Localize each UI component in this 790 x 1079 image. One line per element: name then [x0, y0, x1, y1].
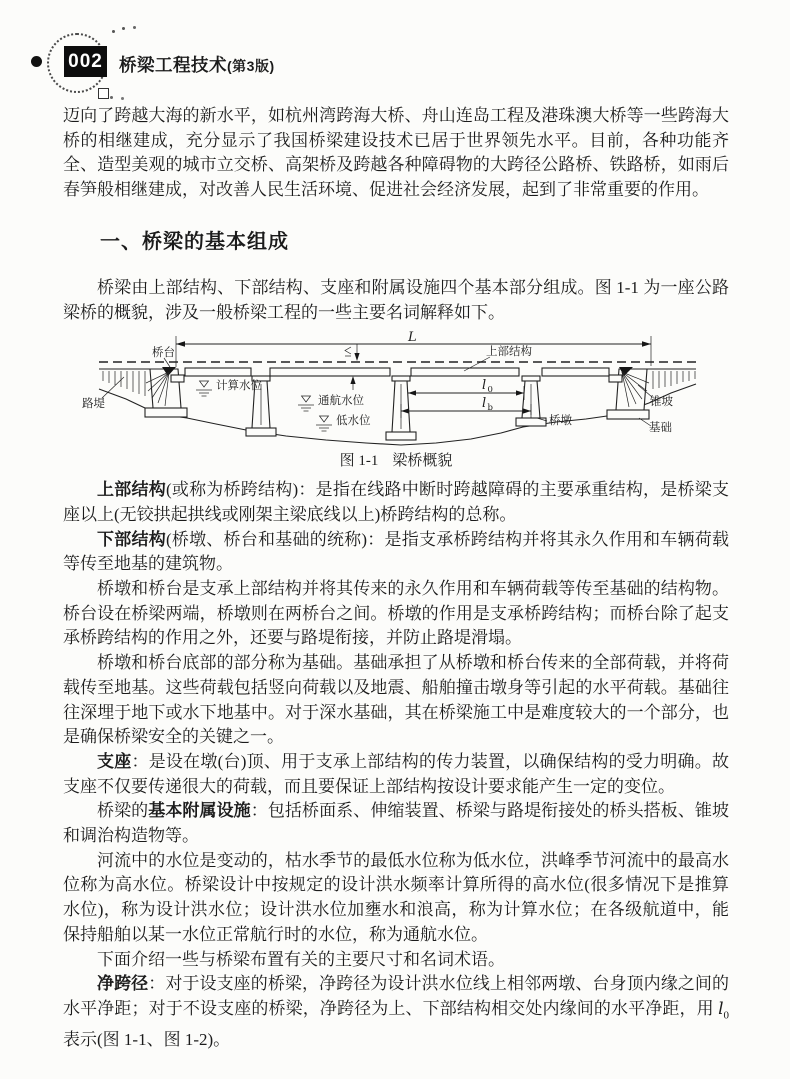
design-water-level-symbol [196, 378, 262, 396]
paragraph-text: (或称为桥跨结构)：是指在线路中断时跨越障碍的主要承重结构，是桥梁支座以上(无铰拱起拱线或刚架主梁底线以上)桥跨结构的总称。 [63, 480, 729, 524]
callout-foundation [639, 418, 672, 434]
label-total-length: L [408, 331, 417, 346]
callout-embankment [82, 377, 124, 410]
term-accessories: 基本附属设施 [148, 801, 251, 821]
paragraph-clear-span [63, 972, 729, 1053]
label-standard-span-sub: b [487, 403, 493, 414]
deck-elevation-mark [345, 344, 360, 361]
figure-caption-title: 梁桥概貌 [392, 453, 453, 470]
figure-caption [63, 451, 729, 471]
term-clear-span: 净跨径 [97, 974, 149, 994]
paragraph-bearing [63, 750, 729, 799]
label-foundation: 基础 [649, 422, 672, 435]
callout-superstructure [464, 344, 532, 371]
left-abutment [145, 367, 187, 417]
term-superstructure: 上部结构 [97, 480, 166, 500]
page-number: 002 [64, 46, 107, 77]
clearance-arrow [350, 376, 355, 390]
dimension-standard-span [401, 396, 531, 418]
label-abutment: 桥台 [152, 347, 175, 360]
term-substructure: 下部结构 [97, 529, 166, 549]
decorative-dots [112, 30, 115, 33]
beam-spans [185, 368, 609, 376]
clear-span-variable: l [718, 998, 724, 1019]
paragraph-piers-abutments: 桥墩和桥台是支承上部结构并将其传来的永久作用和车辆荷载等传至基础的结构物。桥台设在桥梁两端，桥墩则在两桥台之间。桥墩的作用是支承桥跨结构；而桥台除了起支承桥跨结构的作用之外，还要与路堤衔接，并防止路堤滑塌。 [63, 579, 729, 648]
clear-span-subscript: 0 [723, 1009, 729, 1022]
decorative-bullet-dot [31, 56, 42, 67]
paragraph-accessories [63, 799, 729, 848]
book-title-text: 桥梁工程技术 [119, 55, 227, 75]
low-water-level-symbol [316, 413, 371, 431]
label-cone-slope: 锥坡 [650, 396, 673, 409]
label-pier: 桥墩 [549, 415, 572, 428]
dimension-clear-span [408, 378, 524, 400]
bridge-diagram [66, 331, 726, 453]
page-body [63, 104, 729, 1053]
figure-bridge-elevation [63, 331, 729, 471]
embankment-right [647, 369, 696, 389]
paragraph-text: ：对于设支座的桥梁，净跨径为设计洪水位线上相邻两墩、台身顶内缘之间的水平净距；对于不设支座的桥梁，净跨径为上、下部结构相交处内缘间的水平净距，用 [63, 974, 729, 1018]
figure-caption-number: 图 1-1 [339, 453, 379, 470]
paragraph-superstructure [63, 478, 729, 527]
label-navigation-water-level: 通航水位 [318, 395, 364, 408]
paragraph-text: (桥墩、桥台和基础的统称)：是指支承桥跨结构并将其永久作用和车辆荷载等传至地基的建筑物。 [63, 529, 729, 574]
decorative-square [98, 88, 109, 99]
label-clear-span: l [482, 378, 487, 394]
label-embankment: 路堤 [82, 398, 105, 411]
right-abutment [607, 367, 649, 419]
term-bearing: 支座 [97, 751, 132, 771]
book-title [119, 52, 275, 77]
paragraph-water-levels: 河流中的水位是变动的，枯水季节的最低水位称为低水位，洪峰季节河流中的最高水位称为高水位。桥梁设计中按规定的设计洪水频率计算所得的高水位(很多情况下是推算水位)，称为设计洪水位；设计洪水位加壅水和浪高，称为计算水位；在各级航道中，能保持船舶以某一水位正常航行时的水位，称为通航水位。 [63, 850, 729, 944]
paragraph-text: ：包括桥面系、伸缩装置、桥梁与路堤衔接处的桥头搭板、锥坡和调治构造物等。 [63, 801, 729, 846]
pier-3 [516, 376, 546, 426]
label-standard-span: l [482, 396, 487, 412]
section-heading: 一、桥梁的基本组成 [100, 230, 289, 253]
label-design-water-level: 计算水位 [216, 380, 262, 393]
navigation-water-level-symbol [298, 393, 364, 411]
label-low-water-level: 低水位 [336, 415, 371, 428]
paragraph-overview: 桥梁由上部结构、下部结构、支座和附属设施四个基本部分组成。图 1-1 为一座公路梁桥的概貌，涉及一般桥梁工程的一些主要名词解释如下。 [63, 277, 729, 322]
book-edition: (第3版) [227, 58, 275, 74]
paragraph-terms-intro: 下面介绍一些与桥梁布置有关的主要尺寸和名词术语。 [97, 949, 505, 969]
paragraph-text: 桥梁的 [97, 801, 149, 821]
paragraph-text: ：是设在墩(台)顶、用于支承上部结构的传力装置，以确保结构的受力明确。故支座不仅要传递很大的荷载，而且要保证上部结构按设计要求能产生一定的变位。 [63, 751, 729, 796]
paragraph-foundation: 桥墩和桥台底部的部分称为基础。基础承担了从桥墩和桥台传来的全部荷载，并将荷载传至地基。这些荷载包括竖向荷载以及地震、船舶撞击墩身等引起的水平荷载。基础往往深埋于地下或水下地基中。对于深水基础，其在桥梁施工中是难度较大的一个部分，也是确保桥梁安全的关键之一。 [63, 653, 729, 747]
label-clear-span-sub: 0 [487, 385, 493, 396]
paragraph-text: 表示(图 1-1、图 1-2)。 [63, 1030, 231, 1050]
paragraph-substructure [63, 528, 729, 577]
callout-abutment [152, 345, 175, 367]
paragraph-continuation: 迈向了跨越大海的新水平，如杭州湾跨海大桥、舟山连岛工程及港珠澳大桥等一些跨海大桥的相继建成，充分显示了我国桥梁建设技术已居于世界领先水平。目前，各种功能齐全、造型美观的城市立交桥、高架桥及跨越各种障碍物的大跨径公路桥、铁路桥，如雨后春笋般相继建成，对改善人民生活环境、促进社会经济发展，起到了非常重要的作用。 [63, 106, 729, 200]
label-superstructure: 上部结构 [486, 346, 532, 359]
